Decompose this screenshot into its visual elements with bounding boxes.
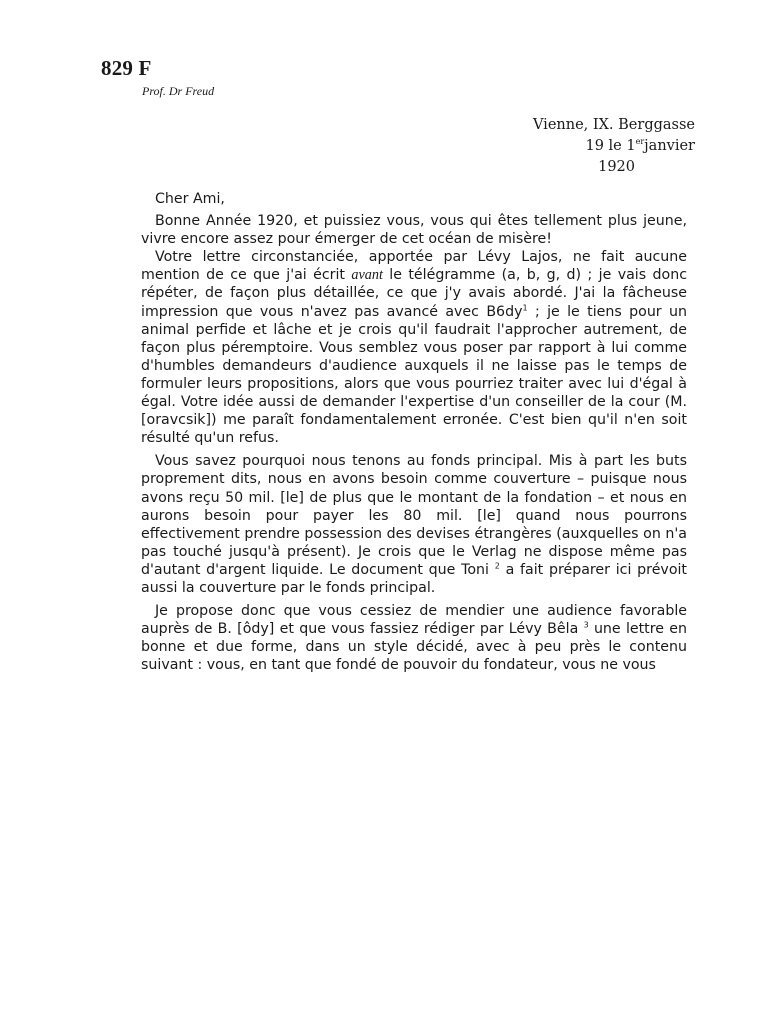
letter-body <box>141 190 687 679</box>
date-line <box>533 136 695 157</box>
text-span: ; je le tiens pour un animal perfide et lâche et je crois qu'il faudrait l'approcher autrement, de façon plus péremptoire. Vous semblez vous poser par rapport à lui comme d'humbles demandeurs d'audience auxquels il ne laisse pas le temps de formuler leurs propositions, alors que vous pourriez traiter avec lui d'égal à égal. Votre idée aussi de demander l'expertise d'un conseiller de la cour (M. [oravcsik]) me paraît fondamentalement erronée. C'est bien qu'il n'en soit résulté qu'un refus. <box>141 303 687 447</box>
address-block <box>533 115 695 178</box>
date-ordinal: er <box>635 137 645 147</box>
paragraph-new-year: Bonne Année 1920, et puissiez vous, vous qui êtes tellement plus jeune, vivre encore assez pour émerger de cet océan de misère! <box>141 213 687 248</box>
footnote-marker: 3 <box>583 620 589 630</box>
date-month: janvier <box>644 138 695 154</box>
page-number: 829 F <box>101 56 152 80</box>
salutation: Cher Ami, <box>155 191 225 207</box>
date-day: 19 le 1 <box>585 138 636 154</box>
address-line: Vienne, IX. Berggasse <box>532 117 695 133</box>
letterhead: Prof. Dr Freud <box>142 84 215 98</box>
emphasis-text: avant <box>351 267 383 284</box>
paragraph-main-fund <box>141 452 687 597</box>
paragraph-proposal <box>141 602 687 674</box>
footnote-marker: 2 <box>494 561 500 571</box>
text-span: a fait préparer ici prévoit aussi la couverture par le fonds principal. <box>141 561 688 596</box>
text-span: le télégramme (a, b, g, d) ; je vais donc répéter, de façon plus détaillée, ce que j'y avais abordé. J'ai la fâcheuse impression que vous n'avez pas avancé avec B6dy <box>141 267 687 320</box>
text-span: une lettre en bonne et due forme, dans un style décidé, avec à peu près le contenu suivant : vous, en tant que fondé de pouvoir du fondateur, vous ne vous <box>141 621 687 674</box>
text-span: Vous savez pourquoi nous tenons au fonds principal. Mis à part les buts proprement dits, nous en avons besoin comme couverture – puisque nous avons reçu 50 mil. [le] de plus que le montant de la fondation – et nous en aurons besoin pour payer les 80 mil. [le] quand nous pourrons effectivement prendre possession des devises étrangères (auxquelles on n'a pas touché jusqu'à présent). Je crois que le Verlag ne dispose même pas d'autant d'argent liquide. Le document que Toni <box>141 453 687 578</box>
text-span: Je propose donc que vous cessiez de mendier une audience favorable auprès de B. [ôdy] et que vous fassiez rédiger par Lévy Bêla <box>141 603 687 638</box>
date-year: 1920 <box>598 159 635 175</box>
text-span: Votre lettre circonstanciée, apportée par Lévy Lajos, ne fait aucune mention de ce que j'ai écrit <box>141 249 687 284</box>
paragraph-letter-response <box>141 248 687 447</box>
footnote-marker: 1 <box>522 302 528 312</box>
